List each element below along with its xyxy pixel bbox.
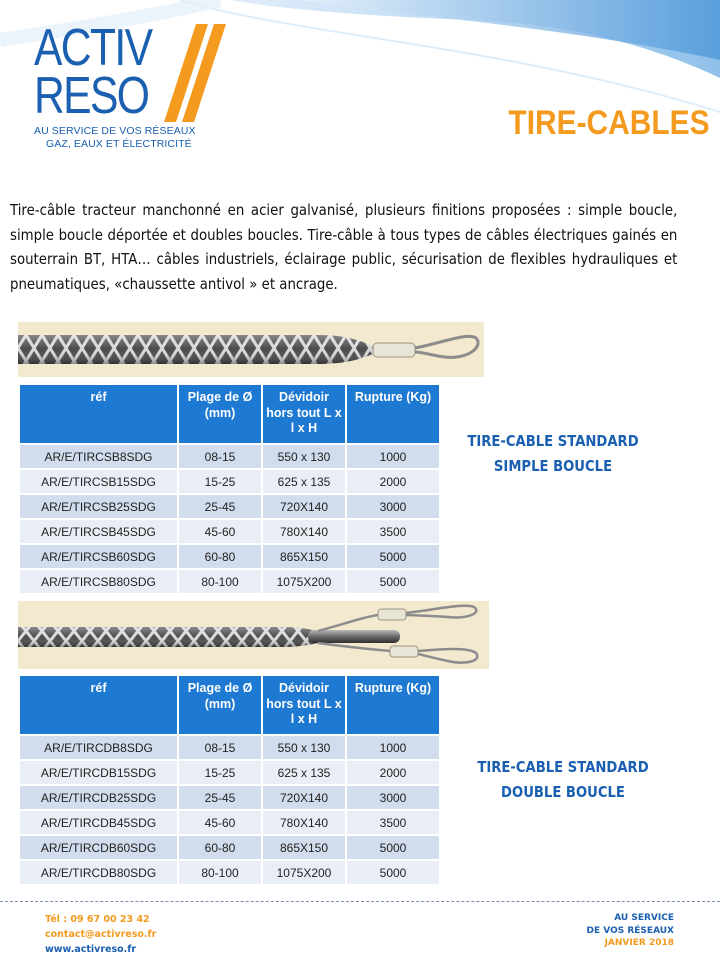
footer-contact bbox=[45, 912, 156, 957]
cell-ref: AR/E/TIRCDB25SDG bbox=[20, 786, 177, 809]
cell-devidoir: 780X140 bbox=[263, 811, 345, 834]
cell-rupture: 5000 bbox=[347, 861, 439, 884]
cell-devidoir: 550 x 130 bbox=[263, 445, 345, 468]
caption-line-2: SIMPLE BOUCLE bbox=[493, 457, 613, 475]
logo-slashes-icon bbox=[162, 24, 228, 122]
cell-devidoir: 550 x 130 bbox=[263, 736, 345, 759]
cell-rupture: 2000 bbox=[347, 761, 439, 784]
header-devidoir: Dévidoir hors tout L x l x H bbox=[263, 676, 345, 734]
header-devidoir: Dévidoir hors tout L x l x H bbox=[263, 385, 345, 443]
spec-table-simple-boucle bbox=[18, 383, 441, 595]
cell-ref: AR/E/TIRCSB25SDG bbox=[20, 495, 177, 518]
footer-email-link[interactable]: contact@activreso.fr bbox=[45, 929, 157, 940]
header-ref: réf bbox=[20, 676, 177, 734]
cell-rupture: 1000 bbox=[347, 445, 439, 468]
cell-plage: 45-60 bbox=[179, 520, 261, 543]
table-row bbox=[20, 811, 439, 834]
cell-plage: 08-15 bbox=[179, 445, 261, 468]
cell-plage: 15-25 bbox=[179, 761, 261, 784]
product-image-double-boucle bbox=[18, 601, 489, 669]
cell-devidoir: 625 x 135 bbox=[263, 470, 345, 493]
footer-slogan-line-2: DE VOS RÉSEAUX bbox=[586, 925, 674, 936]
intro-paragraph: Tire-câble tracteur manchonné en acier galvanisé, plusieurs finitions proposées : simple boucle, simple boucle déportée et doubles boucles. Tire-câble à tous types de câbles électriques gainés en souterrain BT, HTA… câbles industriels, éclairage public, sécurisation de flexibles hydrauliques et pneumatiques, «chaussette antivol » et ancrage. bbox=[10, 201, 678, 293]
footer-date: JANVIER 2018 bbox=[604, 938, 674, 948]
cell-rupture: 3000 bbox=[347, 495, 439, 518]
cell-devidoir: 720X140 bbox=[263, 786, 345, 809]
logo-text-activ: ACTIV bbox=[34, 19, 152, 77]
logo-tagline-1: AU SERVICE DE VOS RÉSEAUX bbox=[34, 125, 196, 137]
footer-divider bbox=[0, 901, 720, 902]
cell-plage: 80-100 bbox=[179, 570, 261, 593]
cell-rupture: 2000 bbox=[347, 470, 439, 493]
caption-line-1: TIRE-CABLE STANDARD bbox=[467, 432, 639, 450]
cell-ref: AR/E/TIRCSB45SDG bbox=[20, 520, 177, 543]
caption-simple-boucle bbox=[464, 429, 643, 479]
cell-devidoir: 865X150 bbox=[263, 545, 345, 568]
cell-rupture: 5000 bbox=[347, 836, 439, 859]
logo-text-reso: RESO bbox=[34, 67, 149, 125]
cell-plage: 60-80 bbox=[179, 545, 261, 568]
cell-plage: 80-100 bbox=[179, 861, 261, 884]
table-row bbox=[20, 495, 439, 518]
cell-devidoir: 625 x 135 bbox=[263, 761, 345, 784]
spec-table-double-boucle bbox=[18, 674, 441, 886]
cell-plage: 15-25 bbox=[179, 470, 261, 493]
logo-tagline-2: GAZ, EAUX ET ÉLECTRICITÉ bbox=[46, 138, 192, 150]
cell-plage: 08-15 bbox=[179, 736, 261, 759]
page-title: TIRE-CABLES bbox=[508, 104, 710, 142]
cell-devidoir: 865X150 bbox=[263, 836, 345, 859]
activreso-logo bbox=[34, 19, 224, 152]
cell-ref: AR/E/TIRCDB8SDG bbox=[20, 736, 177, 759]
table-row bbox=[20, 520, 439, 543]
cell-devidoir: 720X140 bbox=[263, 495, 345, 518]
caption-double-boucle bbox=[474, 755, 653, 805]
cell-ref: AR/E/TIRCSB60SDG bbox=[20, 545, 177, 568]
table-row bbox=[20, 545, 439, 568]
footer-phone: Tél : 09 67 00 23 42 bbox=[45, 914, 150, 925]
cell-ref: AR/E/TIRCDB60SDG bbox=[20, 836, 177, 859]
footer-website-link[interactable]: www.activreso.fr bbox=[45, 944, 137, 955]
table-row bbox=[20, 445, 439, 468]
header-rupture: Rupture (Kg) bbox=[347, 385, 439, 443]
cell-rupture: 3500 bbox=[347, 811, 439, 834]
header-ref: réf bbox=[20, 385, 177, 443]
cell-rupture: 3000 bbox=[347, 786, 439, 809]
footer-slogan-line-1: AU SERVICE bbox=[614, 913, 674, 923]
cell-devidoir: 1075X200 bbox=[263, 861, 345, 884]
cell-rupture: 3500 bbox=[347, 520, 439, 543]
table-row bbox=[20, 470, 439, 493]
caption-line-2: DOUBLE BOUCLE bbox=[501, 783, 625, 801]
cell-rupture: 5000 bbox=[347, 570, 439, 593]
cell-rupture: 1000 bbox=[347, 736, 439, 759]
cell-devidoir: 1075X200 bbox=[263, 570, 345, 593]
table-row bbox=[20, 570, 439, 593]
table-row bbox=[20, 736, 439, 759]
cell-devidoir: 780X140 bbox=[263, 520, 345, 543]
cell-plage: 45-60 bbox=[179, 811, 261, 834]
table-row bbox=[20, 861, 439, 884]
table-row bbox=[20, 836, 439, 859]
table-row bbox=[20, 761, 439, 784]
cell-ref: AR/E/TIRCDB80SDG bbox=[20, 861, 177, 884]
caption-line-1: TIRE-CABLE STANDARD bbox=[477, 758, 649, 776]
cell-ref: AR/E/TIRCSB80SDG bbox=[20, 570, 177, 593]
header-plage: Plage de Ø (mm) bbox=[179, 385, 261, 443]
cell-ref: AR/E/TIRCSB8SDG bbox=[20, 445, 177, 468]
header-plage: Plage de Ø (mm) bbox=[179, 676, 261, 734]
cell-ref: AR/E/TIRCDB45SDG bbox=[20, 811, 177, 834]
footer-slogan bbox=[587, 912, 674, 950]
cell-plage: 25-45 bbox=[179, 786, 261, 809]
product-image-simple-boucle bbox=[18, 322, 484, 377]
cell-ref: AR/E/TIRCSB15SDG bbox=[20, 470, 177, 493]
table-row bbox=[20, 786, 439, 809]
cell-rupture: 5000 bbox=[347, 545, 439, 568]
cell-plage: 25-45 bbox=[179, 495, 261, 518]
cell-plage: 60-80 bbox=[179, 836, 261, 859]
header-rupture: Rupture (Kg) bbox=[347, 676, 439, 734]
cell-ref: AR/E/TIRCDB15SDG bbox=[20, 761, 177, 784]
